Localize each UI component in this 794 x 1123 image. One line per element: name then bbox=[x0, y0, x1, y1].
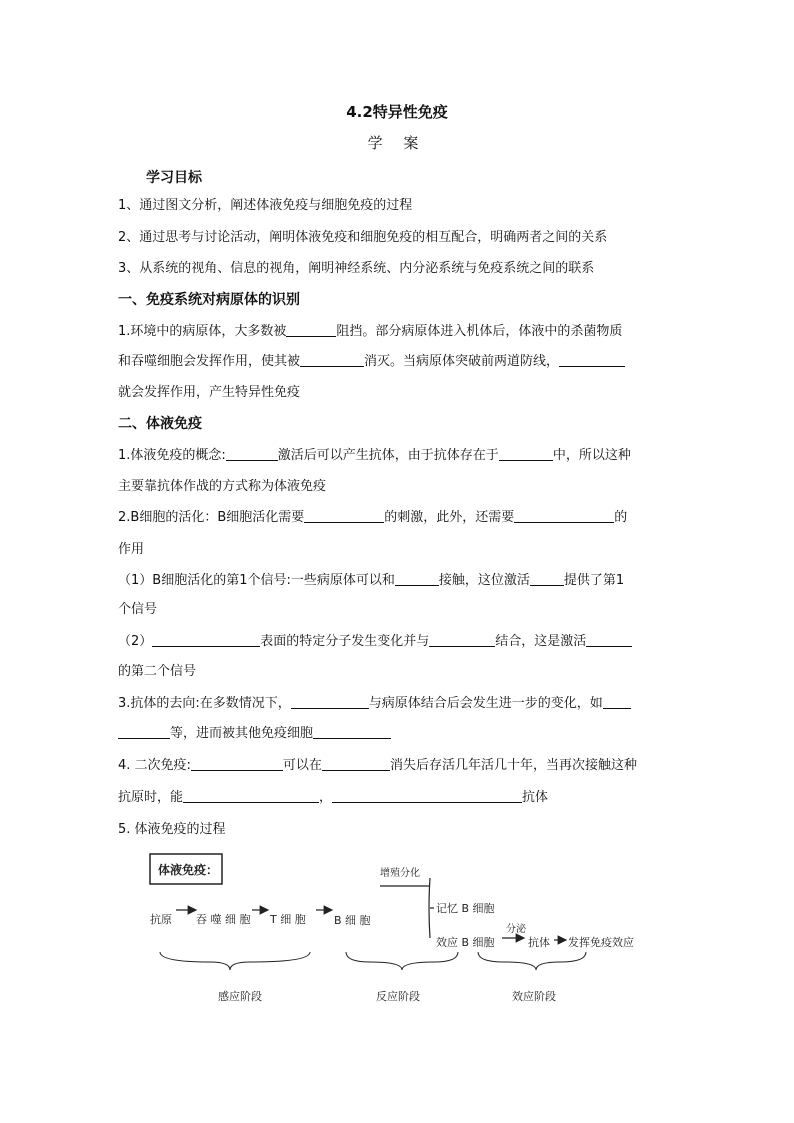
fill-blank[interactable] bbox=[304, 508, 384, 523]
fill-blank[interactable] bbox=[603, 694, 631, 709]
section1-q1-line2 bbox=[118, 352, 625, 372]
fill-blank[interactable] bbox=[291, 694, 369, 709]
text: （2） bbox=[118, 634, 153, 649]
text: ， bbox=[319, 790, 333, 805]
brace-stage2 bbox=[346, 952, 458, 970]
node-antigen: 抗原 bbox=[150, 913, 172, 926]
text: 中，所以这种 bbox=[552, 448, 631, 463]
text: 和吞噬细胞会发挥作用，使其被 bbox=[118, 354, 301, 369]
node-effect: 发挥免疫效应 bbox=[568, 936, 634, 949]
text: 等，进而被其他免疫细胞 bbox=[170, 726, 314, 741]
text: 1.体液免疫的概念: bbox=[118, 448, 226, 463]
text: 4. 二次免疫: bbox=[118, 758, 191, 773]
section2-q3-line1 bbox=[118, 694, 631, 714]
section1-heading: 一、免疫系统对病原体的识别 bbox=[118, 292, 300, 308]
section2-q4-line2 bbox=[118, 788, 548, 808]
text: 结合，这是激活 bbox=[495, 634, 587, 649]
stage-effect: 效应阶段 bbox=[512, 990, 556, 1003]
section2-q1-line1 bbox=[118, 446, 631, 466]
section2-q4-line1 bbox=[118, 756, 637, 776]
section2-s1-line2: 个信号 bbox=[118, 602, 158, 617]
text: 激活后可以产生抗体，由于抗体存在于 bbox=[277, 448, 499, 463]
text: （1）B细胞活化的第1个信号:一些病原体可以和 bbox=[118, 573, 395, 588]
section2-s2-line2: 的第二个信号 bbox=[118, 664, 197, 679]
text: 2.B细胞的活化：B细胞活化需要 bbox=[118, 510, 305, 525]
node-antibody: 抗体 bbox=[528, 936, 550, 949]
text: 的 bbox=[614, 510, 628, 525]
section2-q5: 5. 体液免疫的过程 bbox=[118, 822, 226, 837]
text: 表面的特定分子发生变化并与 bbox=[260, 634, 430, 649]
section2-heading: 二、体液免疫 bbox=[118, 416, 202, 432]
section2-q1-line2: 主要靠抗体作战的方式称为体液免疫 bbox=[118, 479, 327, 494]
text: 提供了第1 bbox=[563, 573, 625, 588]
objective-item-1: 1、通过图文分析，阐述体液免疫与细胞免疫的过程 bbox=[118, 198, 413, 213]
objectives-heading: 学习目标 bbox=[146, 170, 202, 186]
objective-item-2: 2、通过思考与讨论活动，阐明体液免疫和细胞免疫的相互配合，明确两者之间的关系 bbox=[118, 230, 608, 245]
fill-blank[interactable] bbox=[322, 756, 390, 771]
fill-blank[interactable] bbox=[559, 352, 625, 367]
text: 抗原时，能 bbox=[118, 790, 184, 805]
fill-blank[interactable] bbox=[395, 571, 439, 586]
fill-blank[interactable] bbox=[183, 788, 319, 803]
text: 消失后存活几年活几十年，当再次接触这种 bbox=[389, 758, 637, 773]
node-phagocyte: 吞 噬 细 胞 bbox=[196, 913, 251, 926]
text: 3.抗体的去向:在多数情况下， bbox=[118, 696, 291, 711]
section1-q1-line3: 就会发挥作用，产生特异性免疫 bbox=[118, 385, 301, 400]
fill-blank[interactable] bbox=[332, 788, 522, 803]
fill-blank[interactable] bbox=[586, 632, 632, 647]
fill-blank[interactable] bbox=[499, 446, 553, 461]
node-memory-b: 记忆 B 细胞 bbox=[436, 902, 495, 915]
section2-q3-line2 bbox=[118, 724, 391, 744]
fill-blank[interactable] bbox=[118, 724, 170, 739]
humoral-immunity-diagram bbox=[140, 848, 660, 1018]
text: 的刺激，此外，还需要 bbox=[384, 510, 515, 525]
fill-blank[interactable] bbox=[191, 756, 283, 771]
label-proliferate: 增殖分化 bbox=[380, 868, 420, 879]
node-t-cell: T 细 胞 bbox=[270, 913, 306, 926]
section2-q2-line2: 作用 bbox=[118, 542, 145, 557]
fill-blank[interactable] bbox=[313, 724, 391, 739]
fill-blank[interactable] bbox=[152, 632, 260, 647]
label-secrete: 分泌 bbox=[506, 924, 526, 935]
objective-item-3: 3、从系统的视角、信息的视角，阐明神经系统、内分泌系统与免疫系统之间的联系 bbox=[118, 261, 595, 276]
text: 消灭。当病原体突破前两道防线， bbox=[364, 354, 560, 369]
text: 接触，这位激活 bbox=[438, 573, 530, 588]
section2-s1-line1 bbox=[118, 571, 624, 591]
text: 阻挡。部分病原体进入机体后，体液中的杀菌物质 bbox=[336, 324, 623, 339]
section2-q2-line1 bbox=[118, 508, 627, 528]
branch-curve bbox=[429, 878, 430, 938]
section2-s2-line1 bbox=[118, 632, 632, 652]
page-subtitle: 学 案 bbox=[367, 134, 427, 152]
node-effector-b: 效应 B 细胞 bbox=[436, 936, 495, 949]
page-title: 4.2特异性免疫 bbox=[346, 103, 448, 121]
stage-reaction: 反应阶段 bbox=[376, 990, 420, 1003]
text: 可以在 bbox=[282, 758, 322, 773]
stage-sensing: 感应阶段 bbox=[218, 990, 262, 1003]
text: 1.环境中的病原体，大多数被 bbox=[118, 324, 287, 339]
fill-blank[interactable] bbox=[514, 508, 614, 523]
text: 抗体 bbox=[522, 790, 549, 805]
fill-blank[interactable] bbox=[226, 446, 278, 461]
section1-q1-line1 bbox=[118, 322, 622, 342]
text: 与病原体结合后会发生进一步的变化，如 bbox=[368, 696, 603, 711]
fill-blank[interactable] bbox=[429, 632, 495, 647]
fill-blank[interactable] bbox=[530, 571, 564, 586]
fill-blank[interactable] bbox=[300, 352, 364, 367]
diagram-title: 体液免疫： bbox=[158, 863, 219, 877]
brace-stage1 bbox=[160, 952, 310, 970]
node-b-cell: B 细 胞 bbox=[334, 914, 371, 927]
brace-stage3 bbox=[478, 952, 586, 970]
fill-blank[interactable] bbox=[286, 322, 336, 337]
